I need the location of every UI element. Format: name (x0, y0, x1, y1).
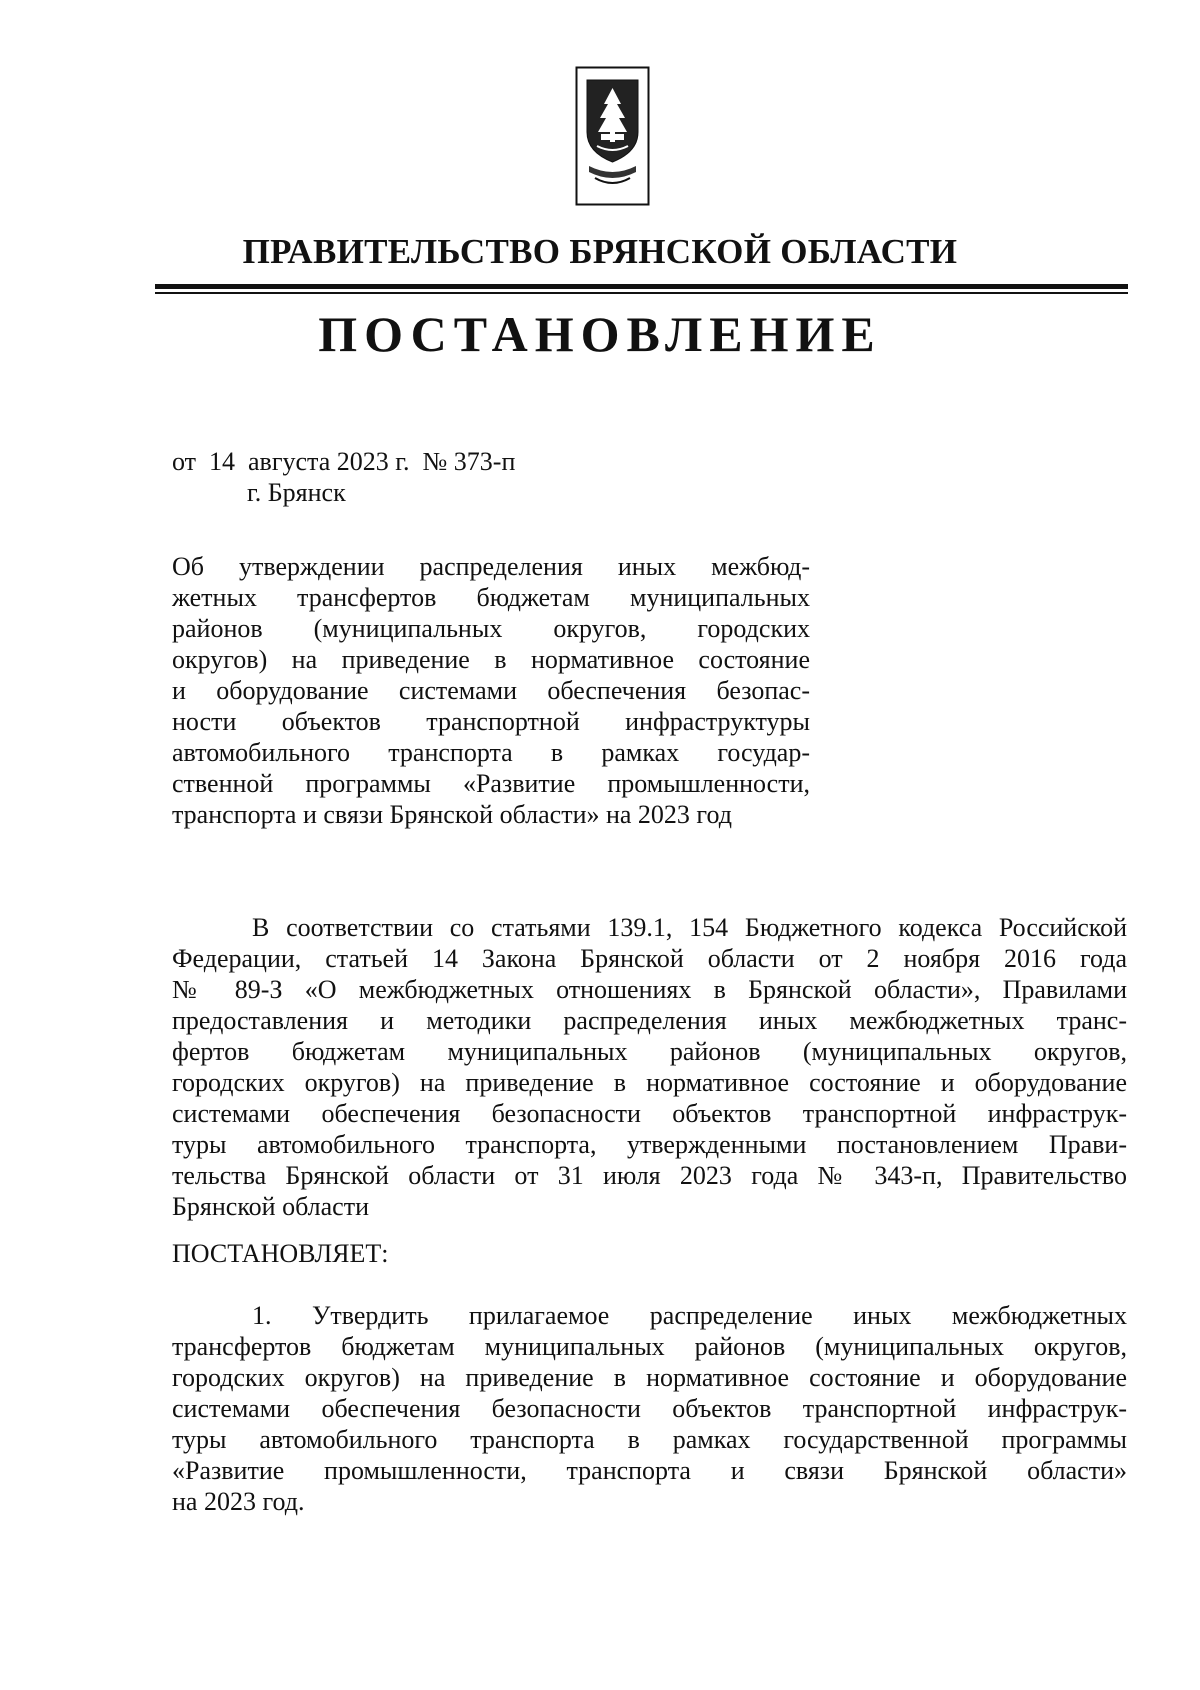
preamble-line: В соответствии со статьями 139.1, 154 Бюджетного кодекса Российской (252, 913, 1127, 942)
preamble-line: тельства Брянской области от 31 июля 2023 года № 343-п, Правительство (172, 1161, 1127, 1190)
preamble-line: туры автомобильного транспорта, утвержденными постановлением Прави- (172, 1130, 1127, 1159)
government-name: ПРАВИТЕЛЬСТВО БРЯНСКОЙ ОБЛАСТИ (242, 232, 958, 271)
item-line: «Развитие промышленности, транспорта и связи Брянской области» (172, 1456, 1127, 1485)
item-line: туры автомобильного транспорта в рамках государственной программы (172, 1425, 1127, 1454)
subject-line: Об утверждении распределения иных межбюд- (172, 552, 810, 581)
header-rule-thick (155, 284, 1128, 289)
bryansk-oblast-coat-of-arms-icon (575, 66, 650, 206)
preamble-line: Брянской области (172, 1192, 369, 1221)
item-line: городских округов) на приведение в нормативное состояние и оборудование (172, 1363, 1127, 1392)
document-date-number: от 14 августа 2023 г. № 373-п (172, 447, 516, 476)
preamble-line: № 89-З «О межбюджетных отношениях в Брянской области», Правилами (172, 975, 1127, 1004)
document-subject (172, 551, 810, 830)
subject-line: ственной программы «Развитие промышленности, (172, 769, 810, 798)
preamble-line: предоставления и методики распределения иных межбюджетных транс- (172, 1006, 1127, 1035)
document-type-title: ПОСТАНОВЛЕНИЕ (318, 306, 882, 362)
subject-line: жетных трансфертов бюджетам муниципальных (172, 583, 810, 612)
resolution-item-1 (172, 1300, 1127, 1517)
header-rule-thin (155, 292, 1128, 294)
preamble-line: городских округов) на приведение в нормативное состояние и оборудование (172, 1068, 1127, 1097)
subject-line: ности объектов транспортной инфраструктуры (172, 707, 810, 736)
preamble-line: системами обеспечения безопасности объектов транспортной инфраструк- (172, 1099, 1127, 1128)
resolves-keyword: ПОСТАНОВЛЯЕТ: (172, 1239, 389, 1268)
subject-line: и оборудование системами обеспечения безопас- (172, 676, 810, 705)
item-line: трансфертов бюджетам муниципальных районов (муниципальных округов, (172, 1332, 1127, 1361)
subject-line: округов) на приведение в нормативное состояние (172, 645, 810, 674)
document-city: г. Брянск (247, 478, 346, 507)
item-line: на 2023 год. (172, 1487, 305, 1516)
preamble-line: Федерации, статьей 14 Закона Брянской области от 2 ноября 2016 года (172, 944, 1127, 973)
subject-line: автомобильного транспорта в рамках государ- (172, 738, 810, 767)
preamble-paragraph (172, 912, 1127, 1222)
item-line: системами обеспечения безопасности объектов транспортной инфраструк- (172, 1394, 1127, 1423)
subject-line: районов (муниципальных округов, городских (172, 614, 810, 643)
preamble-line: фертов бюджетам муниципальных районов (муниципальных округов, (172, 1037, 1127, 1066)
subject-line: транспорта и связи Брянской области» на 2023 год (172, 800, 732, 829)
item-line: 1. Утвердить прилагаемое распределение иных межбюджетных (252, 1301, 1127, 1330)
